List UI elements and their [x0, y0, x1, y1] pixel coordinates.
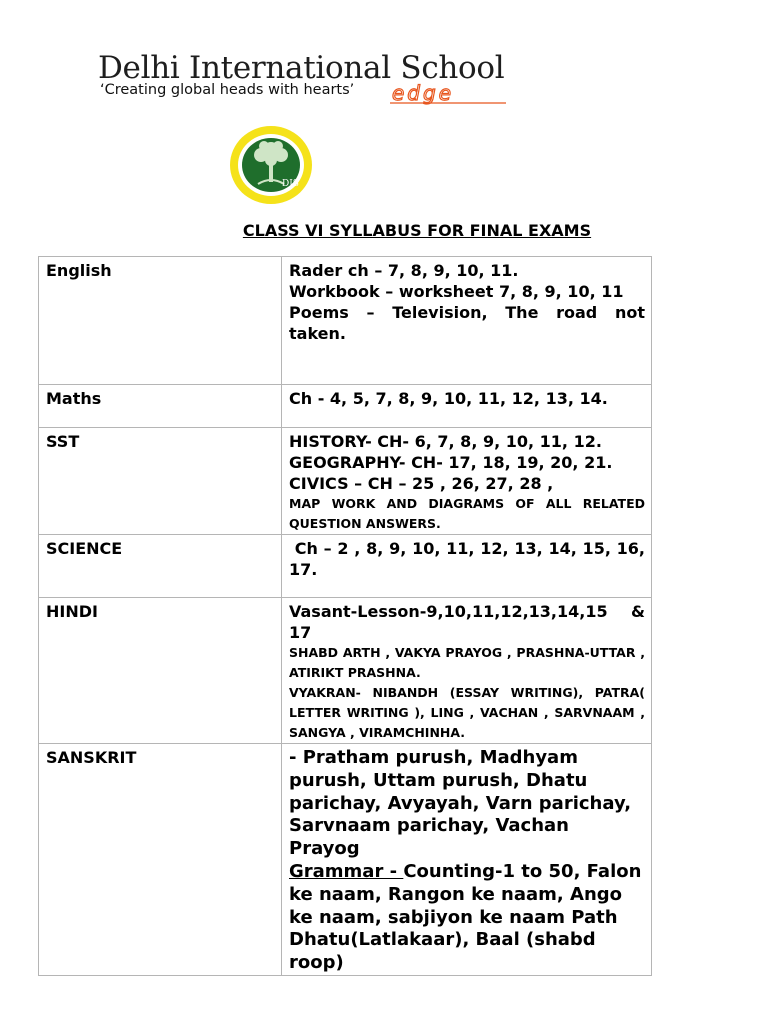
content-note: VYAKRAN- NIBANDH (ESSAY WRITING), PATRA( LETTER WRITING ), LING , VACHAN , SARVNAAM , SANGYA , VIRAMCHINHA. — [289, 685, 645, 740]
content-line: Rader ch – 7, 8, 9, 10, 11. — [289, 261, 519, 280]
content-line: Ch – 2 , 8, 9, 10, 11, 12, 13, 14, 15, 16, 17. — [289, 539, 651, 579]
content-cell — [282, 744, 652, 976]
page-title: CLASS VI SYLLABUS FOR FINAL EXAMS — [242, 221, 592, 240]
content-line: CIVICS – CH – 25 , 26, 27, 28 , — [289, 474, 554, 493]
content-line: GEOGRAPHY- CH- 17, 18, 19, 20, 21. — [289, 453, 613, 472]
content-text: - Pratham purush, Madhyam purush, Uttam purush, Dhatu parichay, Avyayah, Varn parichay, Sarvnaam parichay, Vachan Prayog — [289, 747, 632, 860]
syllabus-table — [38, 256, 652, 976]
content-line: Poems – Television, The road not taken. — [289, 303, 645, 343]
content-cell — [282, 598, 652, 744]
edge-logo — [390, 83, 508, 105]
subject-cell: English — [39, 257, 282, 385]
content-note: SHABD ARTH , VAKYA PRAYOG , PRASHNA-UTTAR , ATIRIKT PRASHNA. — [289, 645, 645, 680]
subject-cell: HINDI — [39, 598, 282, 744]
content-line: Ch - 4, 5, 7, 8, 9, 10, 11, 12, 13, 14. — [289, 389, 608, 408]
table-row-sst — [39, 428, 652, 535]
content-note: MAP WORK AND DIAGRAMS OF ALL RELATED QUESTION ANSWERS. — [289, 496, 645, 531]
table-row-science — [39, 535, 652, 598]
subject-cell: SST — [39, 428, 282, 535]
content-line: HISTORY- CH- 6, 7, 8, 9, 10, 11, 12. — [289, 432, 602, 451]
subject-cell: SCIENCE — [39, 535, 282, 598]
school-letterhead — [98, 50, 518, 105]
table-row-english — [39, 257, 652, 385]
content-cell — [282, 428, 652, 535]
grammar-label: Grammar - — [289, 860, 404, 882]
table-row-hindi — [39, 598, 652, 744]
content-cell — [282, 385, 652, 428]
content-text: Counting-1 to 50, Falon ke naam, Rangon ke naam, Ango ke naam, sabjiyon ke naam Path Dhatu(Latlakaar), Baal (shabd roop) — [289, 860, 642, 974]
subject-cell: SANSKRIT — [39, 744, 282, 976]
content-cell — [282, 535, 652, 598]
table-row-sanskrit — [39, 744, 652, 976]
content-cell — [282, 257, 652, 385]
table-row-maths — [39, 385, 652, 428]
content-line: Workbook – worksheet 7, 8, 9, 10, 11 — [289, 282, 624, 301]
content-line: Vasant-Lesson-9,10,11,12,13,14,15 & 17 — [289, 602, 645, 642]
school-tagline: ‘Creating global heads with hearts’ — [100, 82, 355, 98]
subject-cell: Maths — [39, 385, 282, 428]
school-emblem — [228, 124, 314, 206]
emblem-text: DIS — [282, 179, 299, 189]
school-name: Delhi International School — [98, 50, 505, 86]
edge-logo-text: edge — [392, 83, 454, 105]
